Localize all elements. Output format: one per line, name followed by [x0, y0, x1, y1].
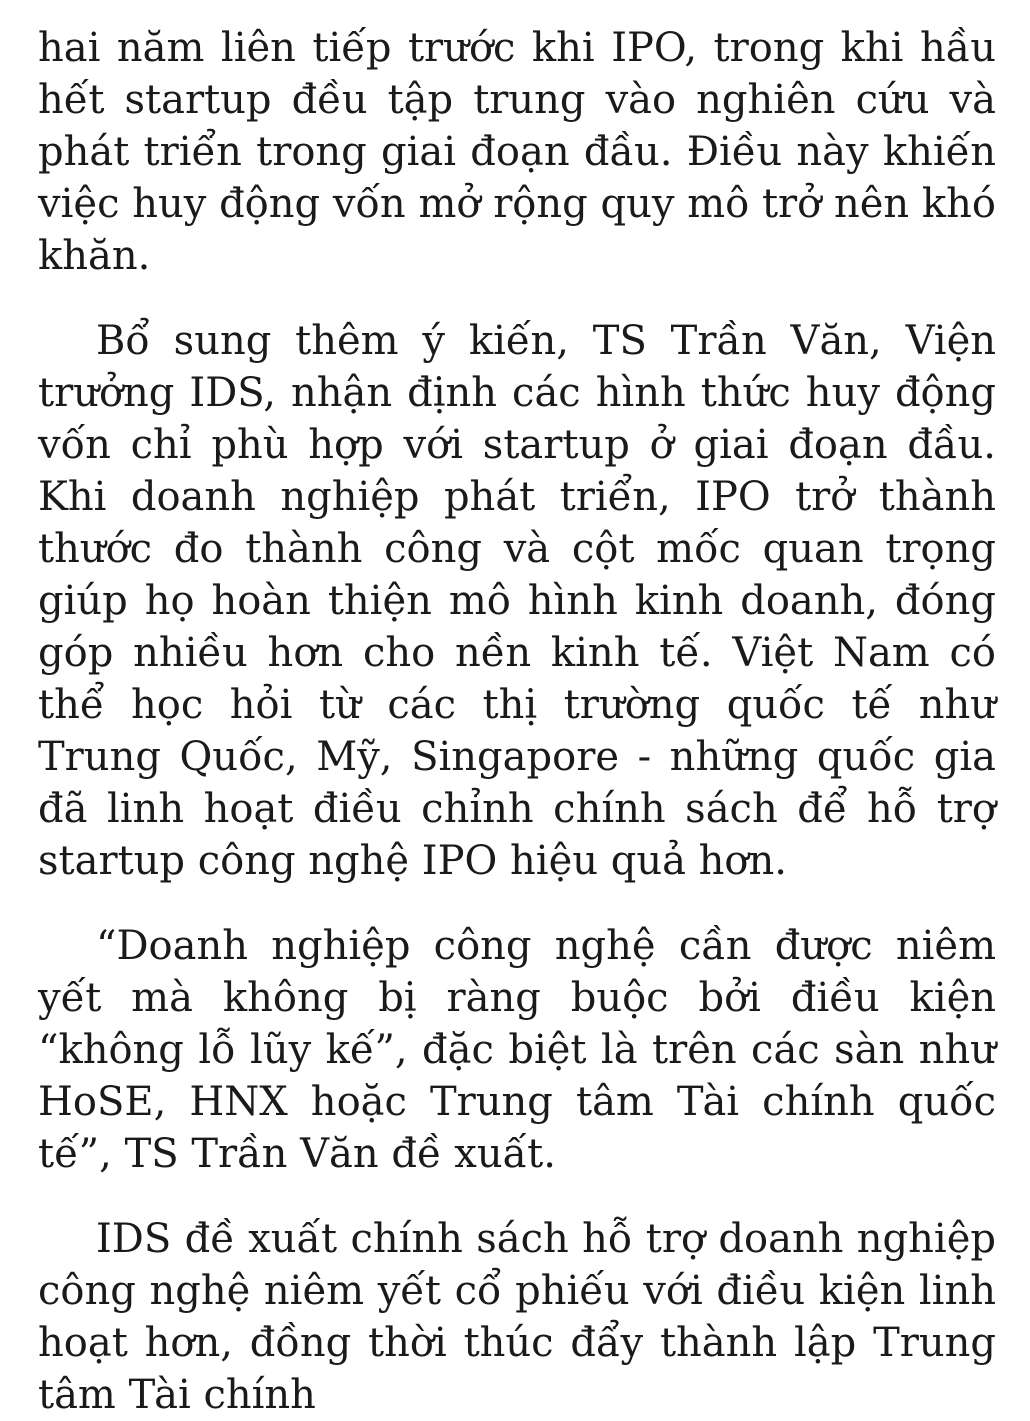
paragraph-continuation: hai năm liên tiếp trước khi IPO, trong khi hầu hết startup đều tập trung vào nghiên cứu và phát triển trong giai đoạn đầu. Điều này khiến việc huy động vốn mở rộng quy mô trở nên khó khăn.	[38, 25, 996, 279]
paragraph-quote: “Doanh nghiệp công nghệ cần được niêm yết mà không bị ràng buộc bởi điều kiện “không lỗ lũy kế”, đặc biệt là trên các sàn như HoSE, HNX hoặc Trung tâm Tài chính quốc tế”, TS Trần Văn đề xuất.	[38, 923, 996, 1177]
paragraph-ts-tran-van-opinion: Bổ sung thêm ý kiến, TS Trần Văn, Viện trưởng IDS, nhận định các hình thức huy động vốn chỉ phù hợp với startup ở giai đoạn đầu. Khi doanh nghiệp phát triển, IPO trở thành thước đo thành công và cột mốc quan trọng giúp họ hoàn thiện mô hình kinh doanh, đóng góp nhiều hơn cho nền kinh tế. Việt Nam có thể học hỏi từ các thị trường quốc tế như Trung Quốc, Mỹ, Singapore - những quốc gia đã linh hoạt điều chỉnh chính sách để hỗ trợ startup công nghệ IPO hiệu quả hơn.	[38, 318, 996, 884]
paragraph-ids-proposal: IDS đề xuất chính sách hỗ trợ doanh nghiệp công nghệ niêm yết cổ phiếu với điều kiện linh hoạt hơn, đồng thời thúc đẩy thành lập Trung tâm Tài chính	[38, 1216, 996, 1418]
article-body	[38, 22, 996, 1421]
